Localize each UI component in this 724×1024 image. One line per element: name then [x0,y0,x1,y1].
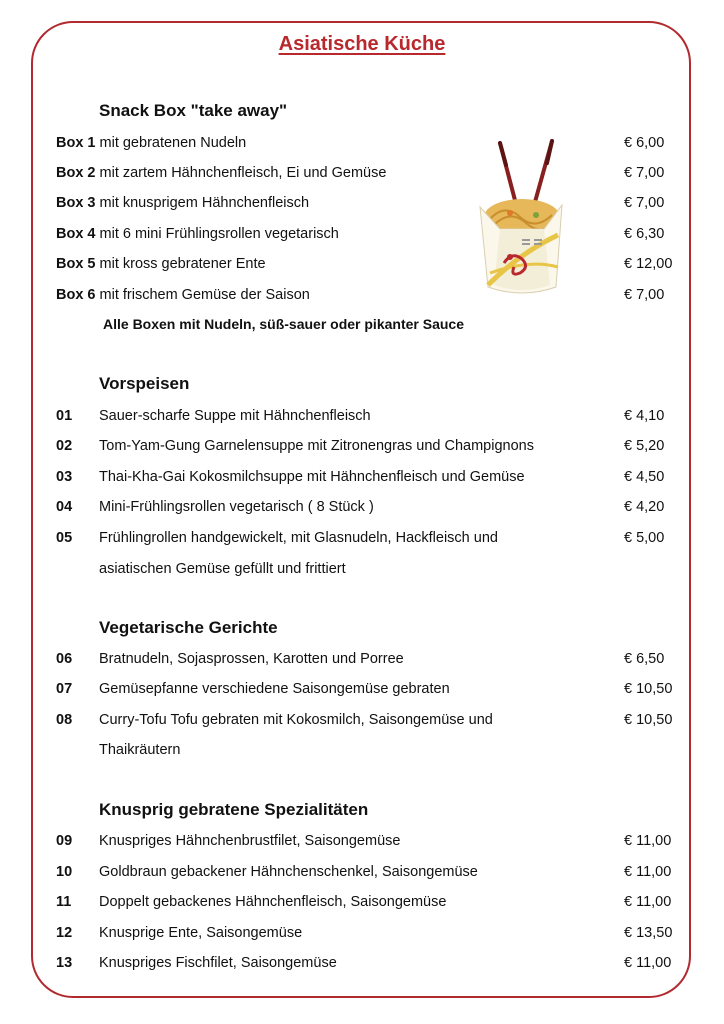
item-price: € 5,20 [624,438,665,454]
item-text: mit 6 mini Frühlingsrollen vegetarisch [99,226,339,242]
section-heading-vorspeisen: Vorspeisen [99,374,190,393]
section-heading-vegetarisch: Vegetarische Gerichte [99,618,278,637]
menu-item [56,709,686,731]
item-text: Thai-Kha-Gai Kokosmilchsuppe mit Hähnchenfleisch und Gemüse [99,469,525,485]
menu-item [56,435,686,457]
item-price: € 6,30 [624,226,665,242]
box-label: Box 6 [56,287,100,303]
box-label: Box 3 [56,195,100,211]
item-text: mit zartem Hähnchenfleisch, Ei und Gemüse [99,165,387,181]
item-number: 05 [56,530,73,546]
item-price: € 4,50 [624,469,665,485]
menu-item [56,496,686,518]
item-number: 11 [56,894,72,910]
menu-item [56,284,686,306]
item-text: Sauer-scharfe Suppe mit Hähnchenfleisch [99,408,371,424]
item-text: Knuspriges Hähnchenbrustfilet, Saisongemüse [99,833,401,849]
item-price: € 11,00 [624,955,672,971]
item-text-continuation: Thaikräutern [99,742,181,758]
item-price: € 10,50 [624,712,673,728]
menu-item [56,891,686,913]
item-text: Knuspriges Fischfilet, Saisongemüse [99,955,337,971]
item-text-continuation: asiatischen Gemüse gefüllt und frittiert [99,561,346,577]
menu-item [56,466,686,488]
item-number: 13 [56,955,73,971]
item-number: 09 [56,833,73,849]
item-text: Gemüsepfanne verschiedene Saisongemüse gebraten [99,681,450,697]
menu-item [56,132,686,154]
item-number: 06 [56,651,73,667]
item-text: Goldbraun gebackener Hähnchenschenkel, Saisongemüse [99,864,478,880]
section-heading-knusprig: Knusprig gebratene Spezialitäten [99,800,369,819]
menu-item [56,861,686,883]
noodle-box-icon [470,135,570,305]
item-text: Doppelt gebackenes Hähnchenfleisch, Saisongemüse [99,894,447,910]
item-price: € 13,50 [624,925,673,941]
item-price: € 4,20 [624,499,665,515]
menu-item [56,253,686,275]
item-number: 01 [56,408,73,424]
item-price: € 6,00 [624,135,665,151]
box-label: Box 4 [56,226,100,242]
section-heading-snack-box: Snack Box "take away" [99,101,288,120]
item-price: € 10,50 [624,681,673,697]
item-text: Bratnudeln, Sojasprossen, Karotten und Porree [99,651,404,667]
item-text: Frühlingrollen handgewickelt, mit Glasnudeln, Hackfleisch und [99,530,498,546]
item-price: € 5,00 [624,530,665,546]
menu-item [56,405,686,427]
item-number: 07 [56,681,73,697]
item-number: 04 [56,499,73,515]
item-price: € 11,00 [624,864,672,880]
item-text: mit frischem Gemüse der Saison [99,287,310,303]
item-text: mit knusprigem Hähnchenfleisch [99,195,310,211]
menu-item [56,223,686,245]
item-price: € 6,50 [624,651,665,667]
item-text: Curry-Tofu Tofu gebraten mit Kokosmilch, Saisongemüse und [99,712,493,728]
item-price: € 4,10 [624,408,665,424]
item-text: mit kross gebratener Ente [99,256,266,272]
item-price: € 11,00 [624,833,672,849]
item-number: 03 [56,469,73,485]
snack-box-note: Alle Boxen mit Nudeln, süß-sauer oder pikanter Sauce [103,316,464,332]
item-price: € 7,00 [624,287,665,303]
item-text: mit gebratenen Nudeln [99,135,247,151]
item-number: 10 [56,864,73,880]
menu-item [56,648,686,670]
menu-item [56,192,686,214]
item-price: € 7,00 [624,165,665,181]
item-text: Knusprige Ente, Saisongemüse [99,925,303,941]
menu-item [56,678,686,700]
item-text: Tom-Yam-Gung Garnelensuppe mit Zitronengras und Champignons [99,438,534,454]
item-number: 12 [56,925,73,941]
box-label: Box 5 [56,256,100,272]
item-text: Mini-Frühlingsrollen vegetarisch ( 8 Stück ) [99,499,374,515]
item-price: € 7,00 [624,195,665,211]
item-price: € 12,00 [624,256,673,272]
item-number: 08 [56,712,73,728]
box-label: Box 2 [56,165,100,181]
menu-item [56,162,686,184]
menu-item [56,952,686,974]
item-number: 02 [56,438,73,454]
item-price: € 11,00 [624,894,672,910]
page-title: Asiatische Küche [278,33,446,55]
box-label: Box 1 [56,135,100,151]
menu-item [56,527,686,549]
menu-item [56,922,686,944]
menu-item [56,830,686,852]
